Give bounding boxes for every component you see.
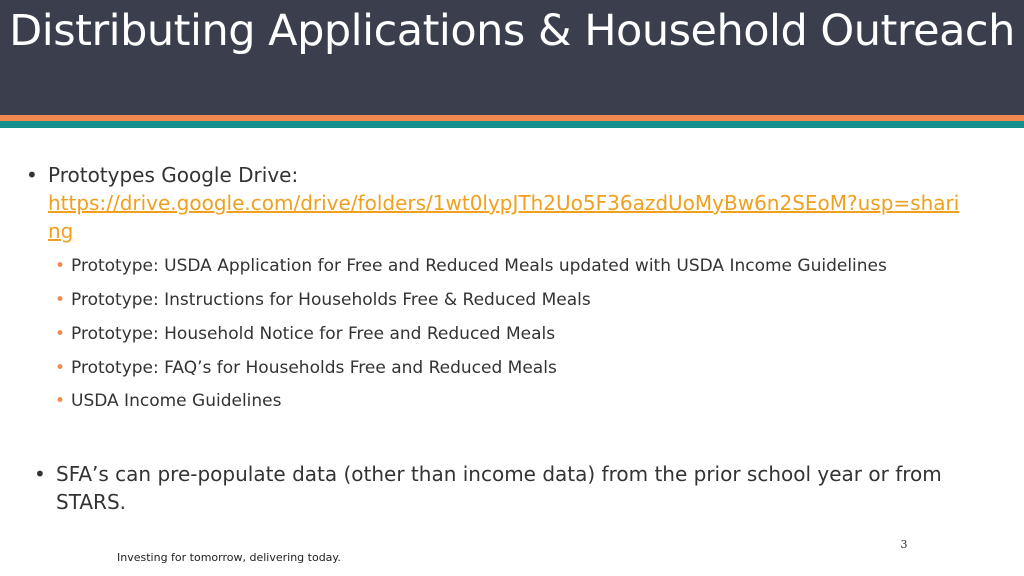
- sub-bullet-label: Prototype: Instructions for Households Free & Reduced Meals: [71, 290, 591, 310]
- bullet-dot-icon: •: [55, 256, 66, 276]
- sub-bullet-label: USDA Income Guidelines: [71, 391, 282, 411]
- bullet-dot-icon: •: [55, 324, 66, 344]
- drive-label: Prototypes Google Drive:: [48, 163, 299, 187]
- bullet-dot-icon: •: [55, 290, 66, 310]
- bullet-dot-icon: •: [34, 462, 46, 486]
- bullet-text: SFA’s can pre-populate data (other than income data) from the prior school year or from STARS.: [56, 462, 942, 514]
- drive-link[interactable]: https://drive.google.com/drive/folders/1wt0lypJTh2Uo5F36azdUoMyBw6n2SEoM?usp=sharing: [48, 191, 960, 243]
- bullet-dot-icon: •: [55, 358, 66, 378]
- footer-tagline: Investing for tomorrow, delivering today.: [117, 551, 341, 564]
- sub-bullet-label: Prototype: USDA Application for Free and Reduced Meals updated with USDA Income Guidelines: [71, 256, 887, 276]
- bullet-dot-icon: •: [26, 163, 38, 187]
- bullet-text: [48, 161, 968, 245]
- slide-title: Distributing Applications & Household Outreach: [9, 6, 1015, 56]
- bullet-dot-icon: •: [55, 391, 66, 411]
- bullet-sfa-note: [34, 460, 984, 516]
- sub-bullet-label: Prototype: Household Notice for Free and Reduced Meals: [71, 324, 556, 344]
- sub-bullet-faqs: [55, 356, 557, 380]
- sub-bullet-usda-application: [55, 254, 887, 278]
- sub-bullet-label: Prototype: FAQ’s for Households Free and Reduced Meals: [71, 358, 557, 378]
- sub-bullet-instructions: [55, 288, 591, 312]
- bullet-prototypes-drive: [26, 161, 968, 245]
- sub-bullet-income-guidelines: [55, 389, 281, 413]
- page-number: 3: [900, 538, 908, 551]
- sub-bullet-household-notice: [55, 322, 555, 346]
